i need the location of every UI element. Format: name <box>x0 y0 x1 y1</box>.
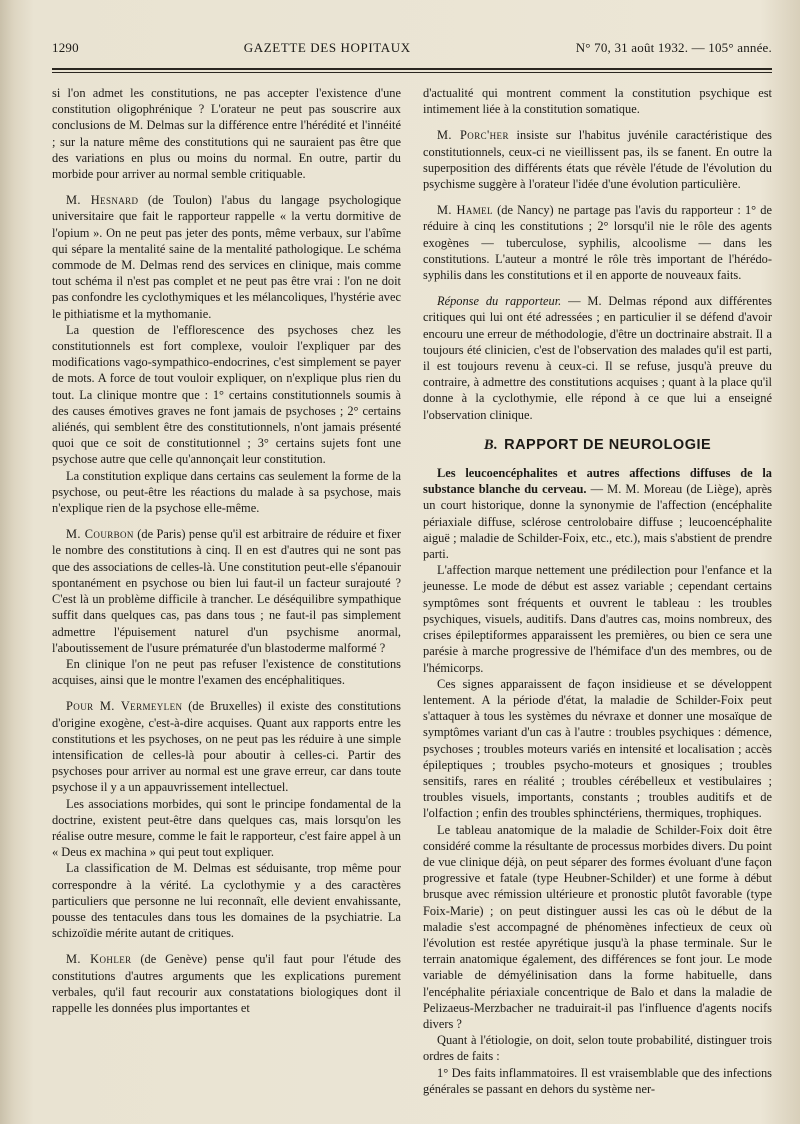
paragraph: L'affection marque nettement une prédilection pour l'enfance et la jeunesse. Le mode de début est assez variable ; cependant certains symptômes sont fréquents et ouvrent le tableau : les troubles psychiques, visuels, auditifs. Dans d'autres cas, moins nombreux, des crises épileptiformes apparaissent les premières, ou bien ce sera une parésie à marche progressive de l'hémiface d'un des membres, ou de l'hémicorps. <box>423 563 772 675</box>
topic-lead: Les leucoencéphalites et autres affections diffuses de la substance blanche du cerveau. <box>423 466 772 497</box>
paragraph: La question de l'efflorescence des psychoses chez les constitutionnels est fort complexe, vouloir l'expliquer par des modifications vago-sympathico-endocrines, c'est simplement se payer de mots. A force de tout vouloir expliquer, on n'explique plus rien du tout. La clinique montre que : 1° certains constitutionnels soumis à des causes émotives graves ne font jamais de psychoses ; 2° certains aliénés, qui semblent être des constitutionnels, n'ont jamais présenté quoi que ce soit de constitutionnel ; 3° certains sujets font une psychose autre que celle qu'annonçait leur constitution. <box>52 322 401 467</box>
section-letter: B. <box>483 436 499 453</box>
left-column <box>52 85 401 1097</box>
paragraph: M. Hesnard (de Toulon) l'abus du langage psychologique universitaire que fait le rapporteur rappelle « la vertu dormitive de l'opium ». On ne peut pas jeter des ponts, même verbaux, sur l'abîme qui sépare la mentalité saine de la mentalité pathologique. Le schéma commode de M. Delmas rend des services en clinique, mais comme tout schéma il n'est pas complet et ne peut pas être vrai : l'on ne doit pas confondre les cyclothymiques et les mélancoliques, l'hystérie avec le pithiatisme et la mythomanie. <box>52 193 401 321</box>
paragraph: M. Hamel (de Nancy) ne partage pas l'avis du rapporteur : 1° de réduire à cinq les constitutions ; 2° lorsqu'il nie le rôle des agents exogènes — tuberculose, syphilis, alcoolisme — dans les constitutions. L'auteur a montré le rôle très important de l'hérédo-syphilis dans les constitutions et il en apporte de nouveaux faits. <box>423 203 773 283</box>
speaker-name: M. Courbon <box>66 527 134 542</box>
page-number: 1290 <box>52 40 79 55</box>
paragraph: La constitution explique dans certains cas seulement la forme de la psychose, ou peut-être les réactions du malade à sa psychose, mais n'explique rien de la psychose elle-même. <box>52 468 401 516</box>
paragraph: Pour M. Vermeylen (de Bruxelles) il existe des constitutions d'origine exogène, c'est-à-dire acquises. Quant aux rapports entre les constitutions et les psychoses, on ne peut pas les réduire à une simple intensification de celles-là pour aboutir à celles-ci. Partir des psychoses pour arriver au normal est une grave erreur, car dans toute psychose il y a un appauvrissement intellectuel. <box>52 699 401 795</box>
paragraph: La classification de M. Delmas est séduisante, trop même pour correspondre à la vérité. La cyclothymie y a des caractères particuliers que personne ne lui reconnaît, elle devient envahissante, pousse des tentacules dans tous les domaines de la psychiatrie. La schizoïdie mérite autant de critiques. <box>52 861 401 941</box>
section-heading <box>423 437 772 453</box>
paragraph: En clinique l'on ne peut pas refuser l'existence de constitutions acquises, ainsi que le montre l'examen des encéphalitiques. <box>52 656 401 688</box>
paragraph: M. Kohler (de Genève) pense qu'il faut pour l'étude des constitutions d'autres arguments que les explications purement verbales, qu'il faut recourir aux constatations biologiques dont il rappelle les données plus importantes et <box>52 952 401 1015</box>
paragraph: si l'on admet les constitutions, ne pas accepter l'existence d'une constitution oligophrénique ? L'orateur ne peut pas souscrire aux conclusions de M. Delmas sur la différence entre l'hérédité et l'innéité ; sur la nature même des constitutions qui ne sauraient pas être que des variations en plus ou moins du normal. En outre, partir du morbide pour arriver au normal semble critiquable. <box>52 86 401 182</box>
speaker-name: M. Hamel <box>437 203 493 218</box>
reply-lead: Réponse du rapporteur. <box>437 294 562 309</box>
paragraph: Les leucoencéphalites et autres affections diffuses de la substance blanche du cerveau. — M. M. Moreau (de Liège), après un court historique, donne la synonymie de l'affection (encéphalite périaxiale diffuse, sclérose centrolobaire diffuse ; leucoencéphalite aiguë ; maladie de Schilder-Foix, etc., etc.), mais s'abstient de prendre parti. <box>423 466 772 562</box>
paragraph: Réponse du rapporteur. — M. Delmas répond aux différentes critiques qui lui ont été adressées ; en particulier il se défend d'avoir encouru une erreur de méthodologie, d'être un doctrinaire abstrait. Il a toujours été clinicien, c'est de l'observation des malades qu'il est parti, il est toujours revenu à ceux-ci. Il se refuse, jusqu'à preuve du contraire, à admettre des constitutions acquises ; quant à la place qu'il donne à la cyclothymie, elle répond à ce que lui a enseigné l'observation clinique. <box>423 294 773 422</box>
paragraph: Quant à l'étiologie, on doit, selon toute probabilité, distinguer trois ordres de faits : <box>423 1033 772 1064</box>
paragraph: 1° Des faits inflammatoires. Il est vraisemblable que des infections générales se passant en dehors du système ner- <box>423 1065 772 1096</box>
right-column <box>423 85 772 1097</box>
paragraph: Ces signes apparaissent de façon insidieuse et se développent lentement. A la période d'état, la maladie de Schilder-Foix peut s'attaquer à tous les systèmes du névraxe et donner une mosaïque de symptômes variant d'un cas à l'autre : troubles psychiques : démence, psychoses ; troubles moteurs variés en intensité et localisation ; accès épileptiques ; troubles psycho-moteurs et gnosiques ; troubles sensitifs, rares en réalité ; troubles cérébelleux et vestibulaires ; troubles visuels, importants, constants ; troubles auditifs et de l'olfaction ; enfin des troubles sphinctériens, thermiques, trophiques. <box>423 676 772 821</box>
speaker-name: M. Kohler <box>66 952 132 967</box>
speaker-name: M. Hesnard <box>66 193 139 208</box>
issue-info: N° 70, 31 août 1932. — 105° année. <box>575 40 772 55</box>
paragraph: Le tableau anatomique de la maladie de Schilder-Foix doit être considéré comme la résultante de processus morbides divers. Du point de vue clinique déjà, on peut séparer des formes évoluant d'une façon progressive et fatale (type Heubner-Schilder) et une forme à début brusque avec rémission ultérieure et pronostic plutôt favorable (type Foix-Marie) ; on peut distinguer aussi les cas où le début de la maladie s'est accompagné de phénomènes infectieux de ceux où l'évolution est restée apyrétique jusqu'à la phase terminale. Sur le terrain anatomique également, des différences se font jour. Le mode variable de démyélinisation dans la forme habituelle, dans l'encéphalite périaxiale concentrique de Balo et dans la maladie de Pelizaeus-Merzbacher ne traduirait-il pas l'influence d'agents nocifs divers ? <box>423 822 772 1031</box>
section-title: RAPPORT DE NEUROLOGIE <box>504 436 712 453</box>
paragraph: M. Porc'her insiste sur l'habitus juvénile caractéristique des constitutionnels, ceux-ci ne vieillissent pas, ils se fanent. En outre la superposition des différents états que révèle l'étude de l'évolution du psychisme suggère à l'orateur l'idée d'une évolution particulière. <box>423 128 773 192</box>
header-rule <box>52 68 772 73</box>
paragraph: d'actualité qui montrent comment la constitution psychique est intimement liée à la constitution somatique. <box>423 86 772 117</box>
speaker-name: M. Porc'her <box>437 128 509 143</box>
paragraph: M. Courbon (de Paris) pense qu'il est arbitraire de réduire et fixer le nombre des constitutions à cinq. Il en est d'autres qui ne sont pas que des associations de celles-là. Une constitution peut-elle s'épanouir spontanément en psychose ou bien lui faut-il un facteur surajouté ? C'est là un problème difficile à trancher. Le déséquilibre sympathique suffit dans quelques cas, pas dans tous ; ne faut-il pas simplement admettre l'épuisement naturel d'un psychisme anormal, l'aboutissement de l'usure prématurée d'un blastoderme malformé ? <box>52 527 401 655</box>
journal-title: GAZETTE DES HOPITAUX <box>243 40 411 55</box>
page-header <box>52 40 772 62</box>
speaker-name: Pour M. Vermeylen <box>66 699 183 714</box>
text-columns <box>52 85 772 1097</box>
paragraph: Les associations morbides, qui sont le principe fondamental de la doctrine, existent peut-être dans quelques cas, mais lorsqu'on les réalise outre mesure, comme le fait le rapporteur, c'est faire appel à un « Deus ex machina » qui peut tout expliquer. <box>52 796 401 860</box>
